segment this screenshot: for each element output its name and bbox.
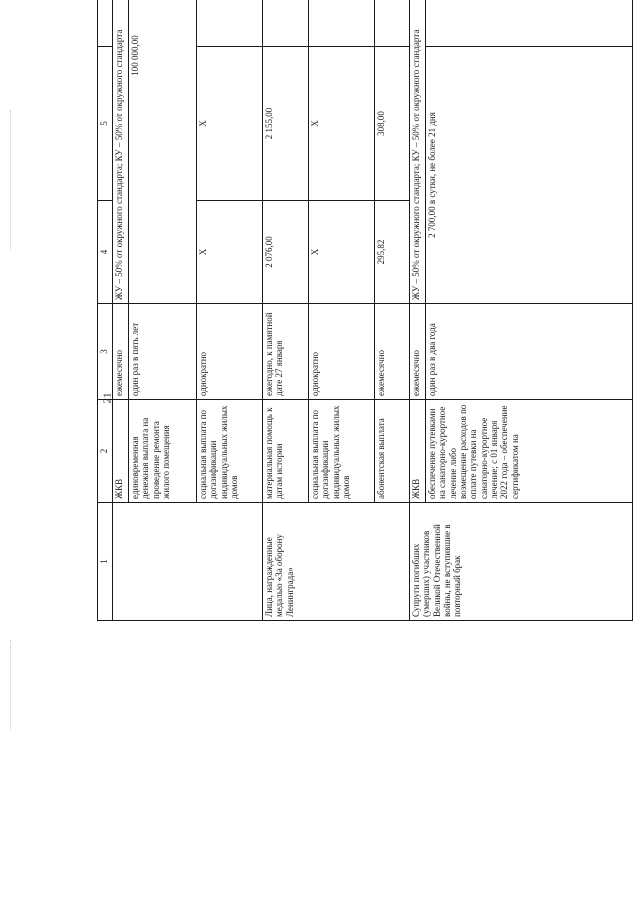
table-row xyxy=(113,0,129,621)
value-cell: 308,00 xyxy=(375,47,410,201)
frequency-cell: ежемесячно xyxy=(375,304,410,400)
frequency-cell: однократно xyxy=(197,304,263,400)
value-cell: Х xyxy=(309,47,375,201)
page-number: 21 xyxy=(101,392,114,404)
column-number: 4 xyxy=(98,201,113,304)
service-cell: обеспечение путевками на санаторно-курортное лечение либо возмещение расходов по оплате путевки на санаторно-курортное лечение; с 01 января 2022 года – обеспечение сертификатом на xyxy=(426,400,633,503)
merged-value-cell: 2 700,00 в сутки, не более 21 дня xyxy=(426,47,633,304)
column-number: 3 xyxy=(98,304,113,400)
category-cell: Супруги погибших (умерших) участников Великой Отечественной войны, не вступившие в повторный брак xyxy=(410,503,633,621)
service-cell: единовременная денежная выплата на проведение ремонта жилого помещения xyxy=(129,400,197,503)
value-cell xyxy=(426,0,633,47)
benefits-table xyxy=(97,0,633,621)
value-cell xyxy=(197,0,263,47)
service-cell: абонентская выплата xyxy=(375,400,410,503)
category-cell: Лица, награжденные медалью «За оборону Ленинграда» xyxy=(263,503,410,621)
service-cell: ЖКВ xyxy=(410,400,426,503)
frequency-cell: ежемесячно xyxy=(410,304,426,400)
value-cell xyxy=(375,0,410,47)
value-cell: Х xyxy=(197,201,263,304)
column-number: 1 xyxy=(98,503,113,621)
service-cell: социальная выплата по догазификации индивидуальных жилых домов xyxy=(309,400,375,503)
scan-edge-mark xyxy=(10,640,11,730)
column-number: 2 xyxy=(98,400,113,503)
value-cell xyxy=(263,0,309,47)
value-cell: 2 155,00 xyxy=(263,47,309,201)
table-header-row xyxy=(98,0,113,621)
table-row xyxy=(410,0,426,621)
value-cell: 295,82 xyxy=(375,201,410,304)
frequency-cell: однократно xyxy=(309,304,375,400)
category-cell-empty xyxy=(113,503,263,621)
value-cell: 2 076,00 xyxy=(263,201,309,304)
merged-value-cell: ЖУ – 50% от окружного стандарта; КУ – 50% от окружного стандарта xyxy=(410,0,426,304)
column-number xyxy=(98,0,113,47)
scan-edge-mark xyxy=(10,110,11,250)
service-cell: ЖКВ xyxy=(113,400,129,503)
column-number: 5 xyxy=(98,47,113,201)
service-cell: материальная помощь к датам истории xyxy=(263,400,309,503)
merged-value-cell: 100 000,00 xyxy=(129,0,197,304)
frequency-cell: ежегодно, к памятной дате 27 января xyxy=(263,304,309,400)
value-cell: Х xyxy=(197,47,263,201)
frequency-cell: один раз в пять лет xyxy=(129,304,197,400)
service-cell: социальная выплата по догазификации индивидуальных жилых домов xyxy=(197,400,263,503)
value-cell xyxy=(309,0,375,47)
frequency-cell: ежемесячно xyxy=(113,304,129,400)
value-cell: Х xyxy=(309,201,375,304)
frequency-cell: один раз в два года xyxy=(426,304,633,400)
benefits-table-region xyxy=(97,29,633,898)
table-row xyxy=(263,0,309,621)
merged-value-cell: ЖУ – 50% от окружного стандарта; КУ – 50% от окружного стандарта xyxy=(113,0,129,304)
